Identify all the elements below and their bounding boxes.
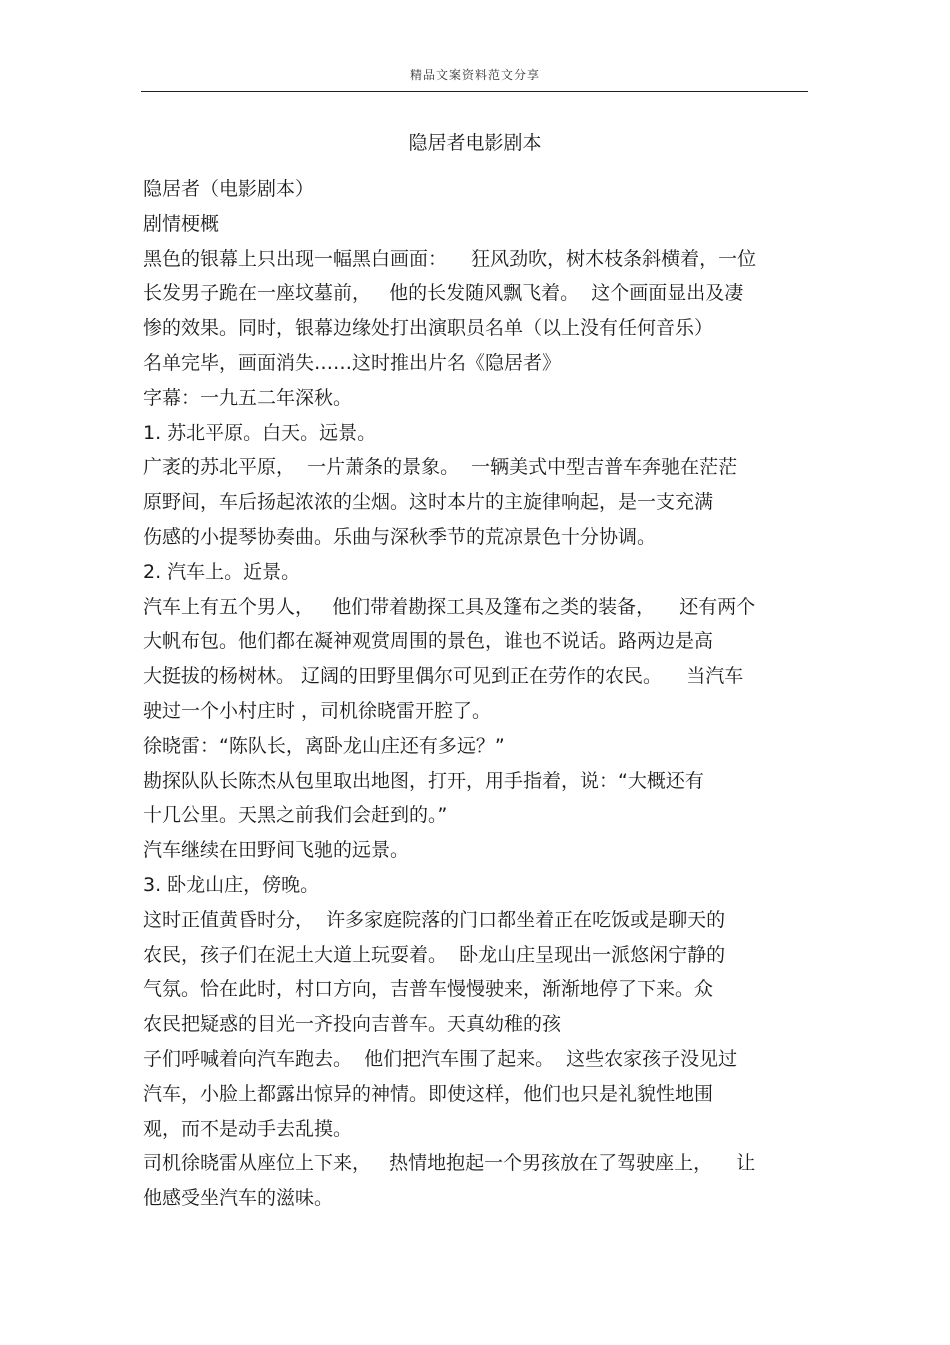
text-line: 隐居者（电影剧本） xyxy=(143,178,315,200)
text-line: 汽车继续在田野间飞驰的远景。 xyxy=(143,839,410,862)
text-line: 惨的效果。同时，银幕边缘处打出演职员名单（以上没有任何音乐） xyxy=(143,317,714,340)
document-title: 隐居者电影剧本 xyxy=(408,132,542,154)
text-line: 黑色的银幕上只出现一幅黑白画面： 狂风劲吹，树木枝条斜横着，一位 xyxy=(143,247,757,270)
text-line: 观，而不是动手去乱摸。 xyxy=(143,1117,353,1140)
text-line: 大挺拔的杨树林。 辽阔的田野里偶尔可见到正在劳作的农民。 当汽车 xyxy=(143,665,744,688)
text-line: 十几公里。天黑之前我们会赶到的。” xyxy=(143,804,448,827)
document-body xyxy=(143,172,813,1216)
text-line: 子们呼喊着向汽车跑去。 他们把汽车围了起来。 这些农家孩子没见过 xyxy=(143,1047,738,1070)
text-line: 大帆布包。他们都在凝神观赏周围的景色，谁也不说话。路两边是高 xyxy=(143,630,714,653)
text-line: 广袤的苏北平原， 一片萧条的景象。 一辆美式中型吉普车奔驰在茫茫 xyxy=(143,456,738,479)
page-header: 精品文案资料范文分享 xyxy=(409,68,540,82)
text-line: 气氛。恰在此时，村口方向，吉普车慢慢驶来，渐渐地停了下来。众 xyxy=(143,978,714,1001)
text-line: 2. 汽车上。近景。 xyxy=(143,560,301,583)
text-line: 汽车上有五个男人， 他们带着勘探工具及篷布之类的装备， 还有两个 xyxy=(143,595,756,618)
text-line: 这时正值黄昏时分， 许多家庭院落的门口都坐着正在吃饭或是聊天的 xyxy=(143,908,726,931)
text-line: 勘探队队长陈杰从包里取出地图，打开，用手指着，说：“大概还有 xyxy=(143,769,704,792)
text-line: 他感受坐汽车的滋味。 xyxy=(143,1187,334,1210)
header-divider xyxy=(141,91,808,92)
text-line: 1. 苏北平原。白天。远景。 xyxy=(143,421,377,444)
text-line: 原野间，车后扬起浓浓的尘烟。这时本片的主旋律响起，是一支充满 xyxy=(143,491,714,514)
text-line: 剧情梗概 xyxy=(143,212,220,235)
text-line: 字幕：一九五二年深秋。 xyxy=(143,386,353,409)
text-line: 农民把疑惑的目光一齐投向吉普车。天真幼稚的孩 xyxy=(143,1013,562,1036)
text-line: 长发男子跪在一座坟墓前， 他的长发随风飘飞着。 这个画面显出及凄 xyxy=(143,282,744,305)
text-line: 农民，孩子们在泥土大道上玩耍着。 卧龙山庄呈现出一派悠闲宁静的 xyxy=(143,943,726,966)
text-line: 3. 卧龙山庄，傍晚。 xyxy=(143,873,320,896)
text-line: 司机徐晓雷从座位上下来， 热情地抱起一个男孩放在了驾驶座上， 让 xyxy=(143,1152,756,1175)
text-line: 名单完毕，画面消失……这时推出片名《隐居者》 xyxy=(143,351,562,374)
text-line: 驶过一个小村庄时 ，司机徐晓雷开腔了。 xyxy=(143,699,492,722)
text-line: 徐晓雷：“陈队长，离卧龙山庄还有多远？” xyxy=(143,734,505,757)
text-line: 汽车，小脸上都露出惊异的神情。即使这样，他们也只是礼貌性地围 xyxy=(143,1082,714,1105)
text-line: 伤感的小提琴协奏曲。乐曲与深秋季节的荒凉景色十分协调。 xyxy=(143,525,657,548)
